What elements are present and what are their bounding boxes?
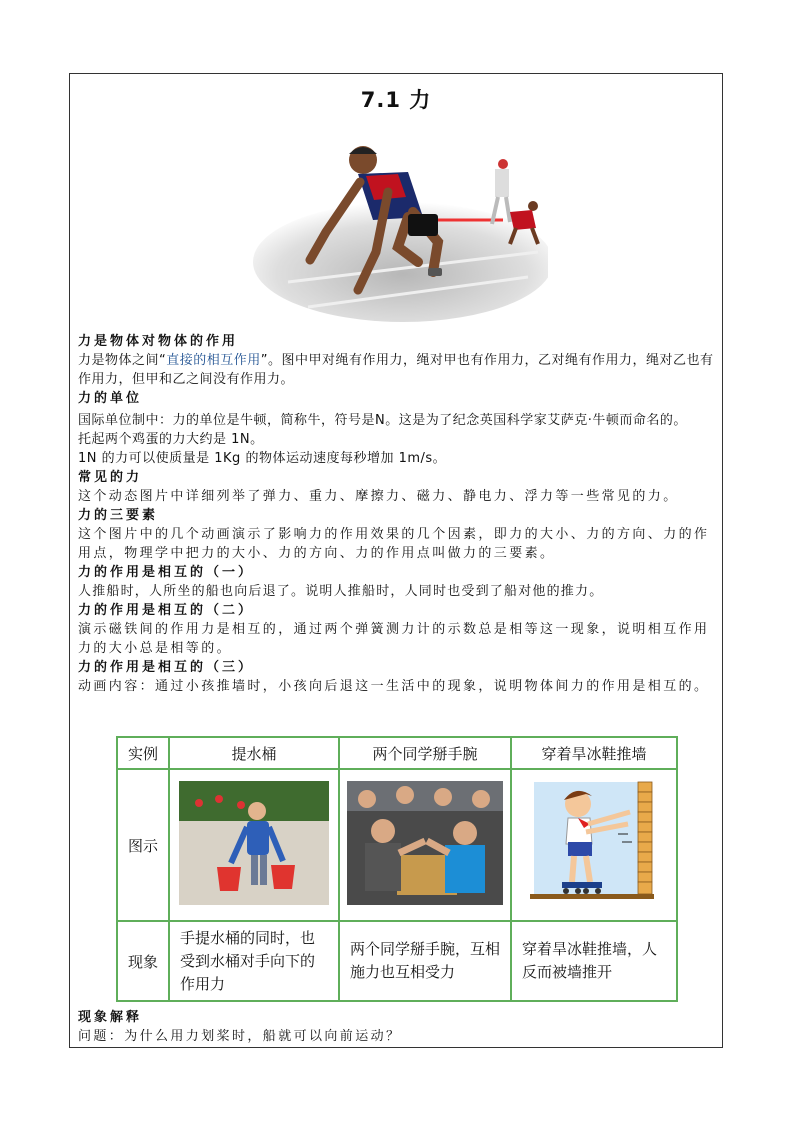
table-header-cell: 穿着旱冰鞋推墙 (511, 737, 677, 769)
section-text: 演示磁铁间的作用力是相互的，通过两个弹簧测力计的示数总是相等这一现象，说明相互作用力的大小总是相等的。 (78, 622, 710, 656)
arm-wrestling-photo (347, 781, 503, 905)
section-heading: 现象解释 (78, 1010, 143, 1025)
table-image-cell (511, 769, 677, 921)
page-frame (69, 73, 723, 1048)
tug-of-war-illustration (248, 132, 548, 322)
question-text: 问题：为什么用力划桨时，船就可以向前运动？ (78, 1029, 402, 1044)
bucket-carrying-photo (179, 781, 329, 905)
section-text: 1N 的力可以使质量是 1Kg 的物体运动速度每秒增加 1m/s。 (78, 451, 447, 466)
section-heading: 常见的力 (78, 470, 143, 485)
examples-table (116, 736, 678, 1002)
text-fragment: 力是物体之间“ (78, 353, 167, 368)
table-phenomenon-row (117, 921, 677, 1001)
table-row-label: 图示 (117, 769, 169, 921)
section-text: 这个动态图片中详细列举了弹力、重力、摩擦力、磁力、静电力、浮力等一些常见的力。 (78, 489, 679, 504)
table-header-cell: 提水桶 (169, 737, 339, 769)
section-heading: 力的作用是相互的（三） (78, 660, 255, 675)
section-heading: 力的作用是相互的（二） (78, 603, 255, 618)
phenomenon-cell: 两个同学掰手腕，互相施力也互相受力 (339, 921, 511, 1001)
section-text: 国际单位制中：力的单位是牛顿，简称牛，符号是N。这是为了纪念英国科学家艾萨克·牛顿而命名的。 (78, 413, 687, 428)
section-text (78, 351, 714, 389)
table-header-cell: 实例 (117, 737, 169, 769)
skater-pushing-wall-drawing (524, 778, 664, 908)
table-image-cell (339, 769, 511, 921)
section-heading: 力的作用是相互的（一） (78, 565, 255, 580)
table-image-row (117, 769, 677, 921)
phenomenon-cell: 穿着旱冰鞋推墙，人反而被墙推开 (511, 921, 677, 1001)
table-image-cell (169, 769, 339, 921)
highlighted-term: 直接的相互作用 (166, 353, 261, 368)
table-header-row (117, 737, 677, 769)
section-text: 动画内容：通过小孩推墙时，小孩向后退这一生活中的现象，说明物体间力的作用是相互的。 (78, 679, 710, 694)
section-heading: 力的单位 (78, 391, 143, 406)
table-header-cell: 两个同学掰手腕 (339, 737, 511, 769)
page-title: 7.1 力 (360, 88, 432, 112)
section-text: 托起两个鸡蛋的力大约是 1N。 (78, 432, 264, 447)
section-heading: 力是物体对物体的作用 (78, 334, 239, 349)
table-row-label: 现象 (117, 921, 169, 1001)
text-fragment: ”。图中甲对绳有作用力，绳对甲也有作用力，乙对绳有作用力，绳对乙也有作用力，但甲和乙之间没有作用力。 (78, 353, 714, 387)
section-text: 这个图片中的几个动画演示了影响力的作用效果的几个因素，即力的大小、力的方向、力的作用点，物理学中把力的大小、力的方向、力的作用点叫做力的三要素。 (78, 527, 710, 561)
main-content (78, 332, 714, 696)
explanation-section (78, 1008, 714, 1046)
section-heading: 力的三要素 (78, 508, 159, 523)
section-text: 人推船时，人所坐的船也向后退了。说明人推船时，人同时也受到了船对他的推力。 (78, 584, 604, 599)
phenomenon-cell: 手提水桶的同时，也受到水桶对手向下的作用力 (169, 921, 339, 1001)
